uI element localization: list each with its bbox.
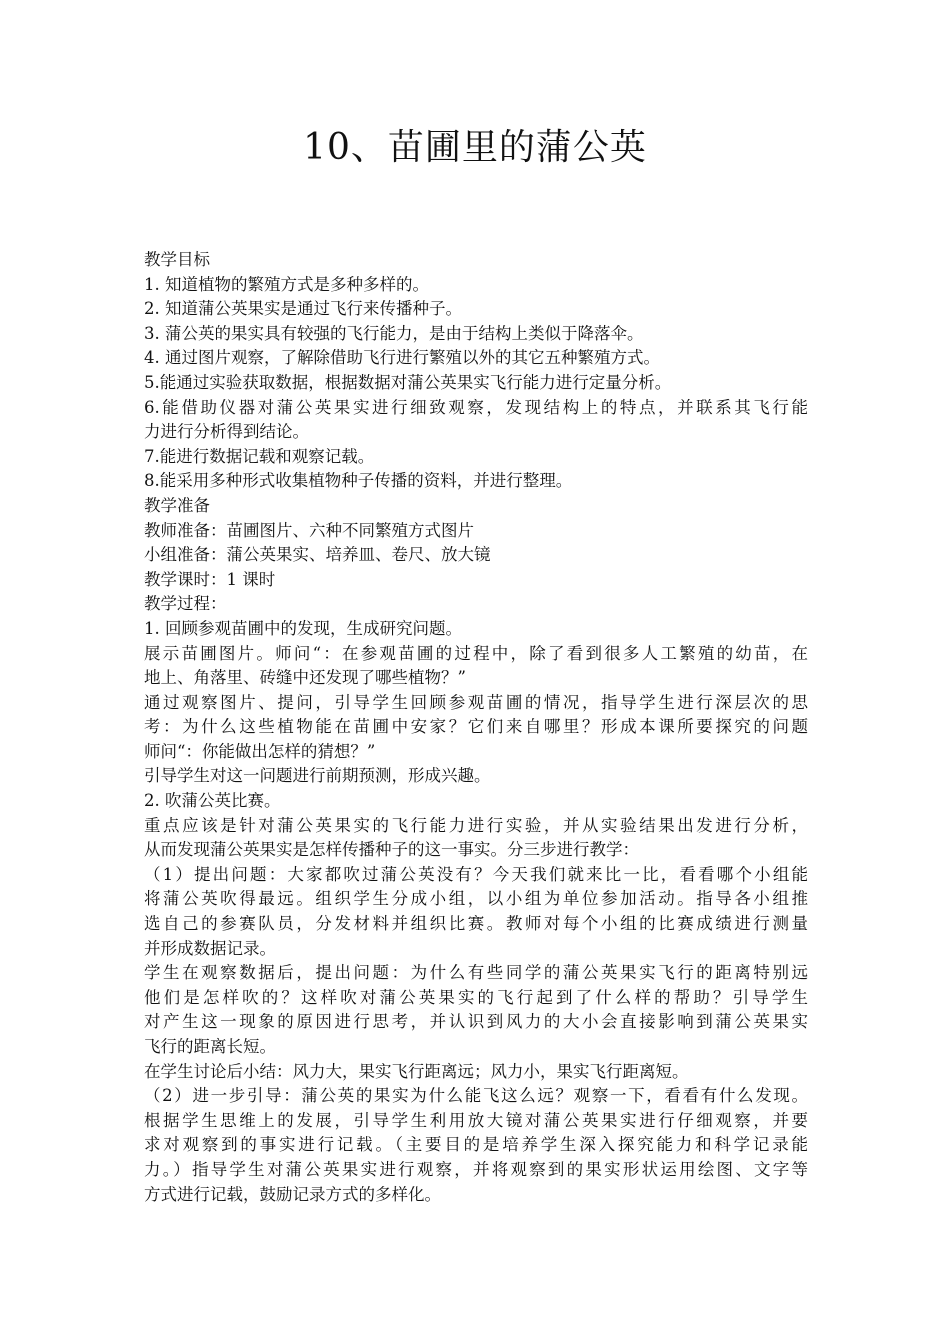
- text-line: 地上、角落里、砖缝中还发现了哪些植物？”: [144, 668, 466, 688]
- text-line: 教学准备: [144, 495, 210, 515]
- text-line: 教师准备：苗圃图片、六种不同繁殖方式图片: [144, 520, 474, 540]
- text-line: 方式进行记载，鼓励记录方式的多样化。: [144, 1184, 441, 1204]
- text-line: 1. 知道植物的繁殖方式是多种多样的。: [144, 274, 429, 294]
- text-line: 选自己的参赛队员，分发材料并组织比赛。教师对每个小组的比赛成绩进行测量: [144, 914, 808, 934]
- text-line: 3. 蒲公英的果实具有较强的飞行能力，是由于结构上类似于降落伞。: [144, 323, 644, 343]
- text-line: 教学过程：: [144, 594, 227, 614]
- text-line: 考：为什么这些植物能在苗圃中安家？它们来自哪里？形成本课所要探究的问题: [144, 717, 808, 737]
- text-line: 通过观察图片、提问，引导学生回顾参观苗圃的情况，指导学生进行深层次的思: [144, 692, 808, 712]
- document-body: [144, 248, 808, 1207]
- text-line: 引导学生对这一问题进行前期预测，形成兴趣。: [144, 766, 491, 786]
- text-line: 2. 吹蒲公英比赛。: [144, 791, 281, 811]
- text-line: 4. 通过图片观察，了解除借助飞行进行繁殖以外的其它五种繁殖方式。: [144, 348, 660, 368]
- text-line: 6.能借助仪器对蒲公英果实进行细致观察，发现结构上的特点，并联系其飞行能: [144, 397, 808, 417]
- text-line: 他们是怎样吹的？这样吹对蒲公英果实的飞行起到了什么样的帮助？引导学生: [144, 987, 808, 1007]
- text-line: 学生在观察数据后，提出问题：为什么有些同学的蒲公英果实飞行的距离特别远: [144, 963, 808, 983]
- text-line: 教学目标: [144, 250, 210, 269]
- text-line: 1. 回顾参观苗圃中的发现，生成研究问题。: [144, 618, 462, 638]
- text-line: 从而发现蒲公英果实是怎样传播种子的这一事实。分三步进行教学：: [144, 840, 639, 860]
- text-line: 求对观察到的事实进行记载。（主要目的是培养学生深入探究能力和科学记录能: [144, 1135, 808, 1155]
- text-line: 小组准备：蒲公英果实、培养皿、卷尺、放大镜: [144, 545, 491, 565]
- text-line: 师问“：你能做出怎样的猜想？”: [144, 741, 376, 761]
- text-line: 飞行的距离长短。: [144, 1037, 276, 1056]
- text-line: 7.能进行数据记载和观察记载。: [144, 446, 375, 466]
- text-line: 展示苗圃图片。师问“：在参观苗圃的过程中，除了看到很多人工繁殖的幼苗，在: [144, 643, 808, 663]
- text-line: 根据学生思维上的发展，引导学生利用放大镜对蒲公英果实进行仔细观察，并要: [144, 1110, 808, 1130]
- text-line: 并形成数据记录。: [144, 938, 276, 958]
- text-line: （1）提出问题：大家都吹过蒲公英没有？今天我们就来比一比，看看哪个小组能: [144, 864, 808, 884]
- text-line: 8.能采用多种形式收集植物种子传播的资料，并进行整理。: [144, 471, 573, 491]
- text-line: 在学生讨论后小结：风力大，果实飞行距离远；风力小，果实飞行距离短。: [144, 1061, 689, 1081]
- document-title: 10、苗圃里的蒲公英: [303, 127, 647, 168]
- text-line: 2. 知道蒲公英果实是通过飞行来传播种子。: [144, 299, 462, 319]
- text-line: 教学课时：1 课时: [144, 569, 276, 589]
- text-line: 将蒲公英吹得最远。组织学生分成小组，以小组为单位参加活动。指导各小组推: [144, 889, 808, 909]
- text-line: 重点应该是针对蒲公英果实的飞行能力进行实验，并从实验结果出发进行分析，: [144, 815, 808, 835]
- text-line: 力进行分析得到结论。: [144, 422, 309, 442]
- text-line: 力。）指导学生对蒲公英果实进行观察，并将观察到的果实形状运用绘图、文字等: [144, 1159, 808, 1179]
- text-line: （2）进一步引导：蒲公英的果实为什么能飞这么远？观察一下，看看有什么发现。: [144, 1086, 808, 1106]
- text-line: 5.能通过实验获取数据，根据数据对蒲公英果实飞行能力进行定量分析。: [144, 372, 672, 392]
- text-line: 对产生这一现象的原因进行思考，并认识到风力的大小会直接影响到蒲公英果实: [144, 1012, 808, 1032]
